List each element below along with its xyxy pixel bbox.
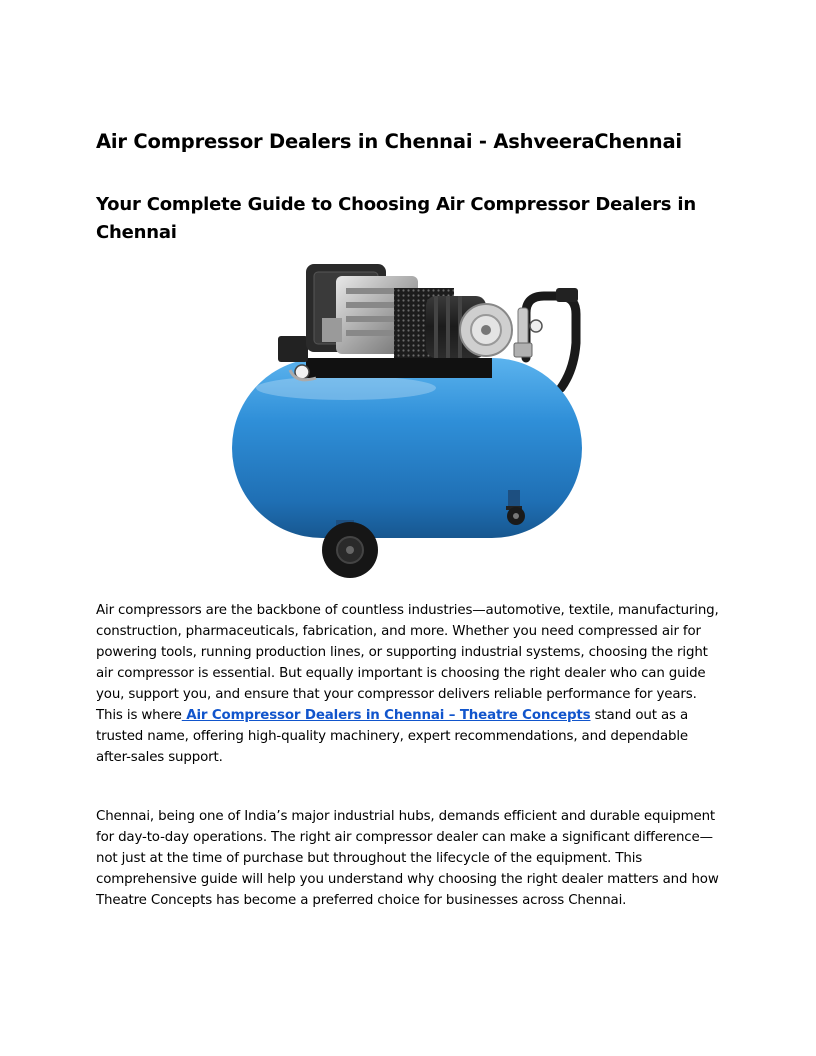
dealer-link[interactable]: Air Compressor Dealers in Chennai – Theatre Concepts [181, 708, 591, 723]
air-compressor-photo-icon [226, 258, 590, 582]
section-heading: Your Complete Guide to Choosing Air Compressor Dealers in Chennai [96, 194, 696, 243]
page-title: Air Compressor Dealers in Chennai - AshveeraChennai [96, 130, 682, 153]
intro-text: Air compressors are the backbone of countless industries—automotive, textile, manufacturing, construction, pharmaceuticals, fabrication, and more. Whether you need compressed air for powering tools, running production lines, or supporting industrial systems, choosing the right air compressor is essential. But equally important is choosing the right dealer who can guide you, support you, and ensure that your compressor delivers reliable performance for years. [96, 603, 719, 702]
intro-paragraph [96, 600, 726, 768]
intro-after-link: stand out as a trusted name, offering high-quality machinery, expert recommendations, and dependable after-sales support. [96, 708, 689, 765]
intro-lead-in: This is where [96, 708, 182, 723]
chennai-paragraph: Chennai, being one of India’s major industrial hubs, demands efficient and durable equipment for day-to-day operations. The right air compressor dealer can make a significant difference—not just at the time of purchase but throughout the lifecycle of the equipment. This comprehensive guide will help you understand why choosing the right dealer matters and how Theatre Concepts has become a preferred choice for businesses across Chennai. [96, 809, 719, 908]
air-compressor-image [226, 258, 590, 582]
